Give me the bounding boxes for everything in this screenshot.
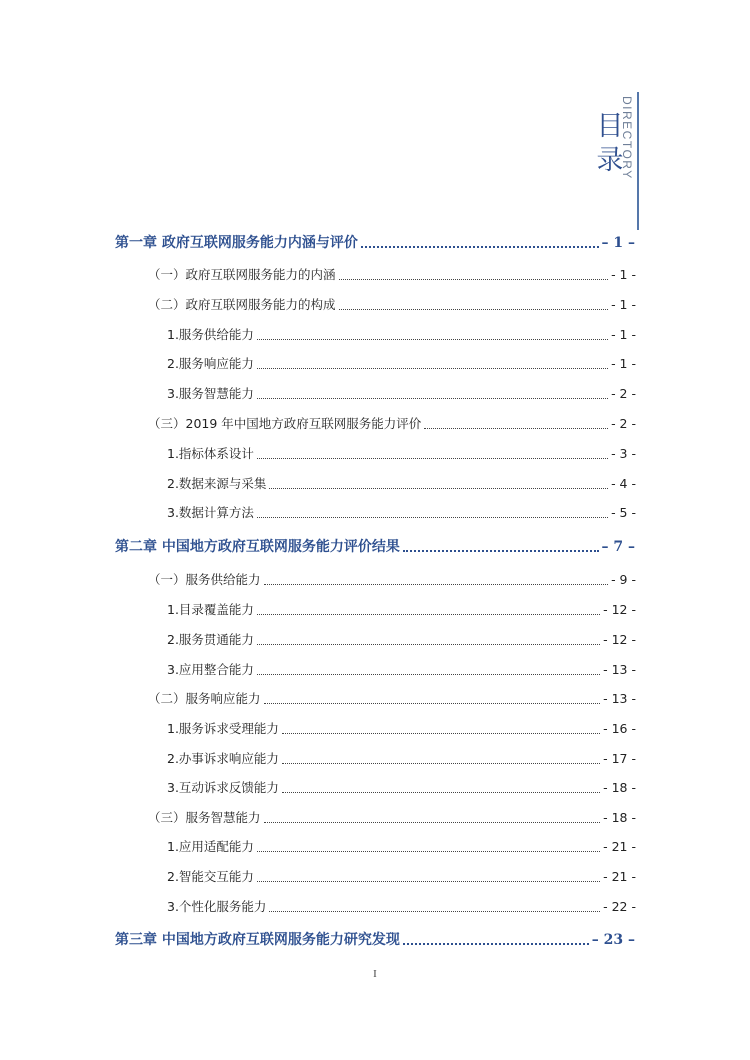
leader-dots [282, 763, 600, 764]
leader-dots [264, 822, 601, 823]
toc-entry-page: - 13 - [603, 691, 636, 706]
toc-entry-label: （三）2019 年中国地方政府互联网服务能力评价 [148, 416, 422, 431]
toc-entry-page: - 5 - [611, 505, 636, 520]
page-subtitle-en: DIRECTORY [620, 96, 634, 180]
toc-entry-label: 3.应用整合能力 [167, 662, 254, 677]
leader-dots [269, 911, 600, 912]
toc-entry-page: - 4 - [611, 476, 636, 491]
leader-dots [339, 309, 609, 310]
title-char-2: 录 [596, 145, 624, 176]
toc-entry-page: - 9 - [611, 572, 636, 587]
toc-section[interactable] [148, 808, 636, 828]
toc-entry-label: （二）政府互联网服务能力的构成 [148, 297, 336, 312]
toc-entry-label: 3.数据计算方法 [167, 505, 254, 520]
leader-dots [361, 246, 599, 248]
toc-entry-label: 2.服务贯通能力 [167, 632, 254, 647]
toc-entry-label: 第三章 中国地方政府互联网服务能力研究发现 [115, 932, 400, 948]
toc-subsection[interactable] [167, 474, 636, 494]
toc-section[interactable] [148, 414, 636, 434]
toc-entry-page: - 18 - [603, 780, 636, 795]
toc-subsection[interactable] [167, 384, 636, 404]
toc-entry-page: – 1 – [601, 235, 635, 251]
toc-subsection[interactable] [167, 600, 636, 620]
toc-entry-page: - 1 - [611, 297, 636, 312]
leader-dots [282, 792, 600, 793]
toc-chapter-2[interactable] [115, 537, 635, 557]
toc-subsection[interactable] [167, 897, 636, 917]
toc-subsection[interactable] [167, 354, 636, 374]
toc-entry-label: 2.办事诉求响应能力 [167, 751, 279, 766]
toc-entry-page: - 1 - [611, 356, 636, 371]
toc-entry-page: - 3 - [611, 446, 636, 461]
toc-entry-label: 3.个性化服务能力 [167, 899, 267, 914]
toc-entry-page: - 12 - [603, 632, 636, 647]
leader-dots [269, 488, 608, 489]
toc-entry-page: - 21 - [603, 839, 636, 854]
toc-subsection[interactable] [167, 837, 636, 857]
toc-subsection[interactable] [167, 719, 636, 739]
leader-dots [282, 733, 600, 734]
toc-entry-page: – 23 – [591, 932, 635, 948]
leader-dots [403, 943, 589, 945]
leader-dots [403, 550, 599, 552]
toc-entry-page: - 18 - [603, 810, 636, 825]
page-number: I [373, 968, 377, 980]
leader-dots [257, 368, 608, 369]
leader-dots [424, 428, 608, 429]
leader-dots [257, 644, 600, 645]
leader-dots [339, 279, 609, 280]
toc-entry-label: 1.服务诉求受理能力 [167, 721, 279, 736]
leader-dots [257, 339, 608, 340]
leader-dots [264, 584, 609, 585]
toc-chapter-3[interactable] [115, 930, 635, 950]
leader-dots [257, 398, 608, 399]
leader-dots [257, 674, 600, 675]
toc-subsection[interactable] [167, 660, 636, 680]
toc-entry-label: （一）政府互联网服务能力的内涵 [148, 267, 336, 282]
toc-entry-label: 2.智能交互能力 [167, 869, 254, 884]
toc-subsection[interactable] [167, 778, 636, 798]
toc-entry-label: （一）服务供给能力 [148, 572, 261, 587]
toc-chapter-1[interactable] [115, 233, 635, 253]
toc-entry-page: - 2 - [611, 386, 636, 401]
toc-entry-page: - 21 - [603, 869, 636, 884]
toc-entry-page: - 13 - [603, 662, 636, 677]
leader-dots [257, 614, 600, 615]
toc-section[interactable] [148, 570, 636, 590]
toc-subsection[interactable] [167, 444, 636, 464]
toc-entry-page: - 22 - [603, 899, 636, 914]
toc-entry-label: 第一章 政府互联网服务能力内涵与评价 [115, 235, 358, 251]
leader-dots [257, 881, 600, 882]
toc-entry-label: 3.互动诉求反馈能力 [167, 780, 279, 795]
toc-subsection[interactable] [167, 503, 636, 523]
toc-entry-label: 2.服务响应能力 [167, 356, 254, 371]
toc-section[interactable] [148, 295, 636, 315]
leader-dots [257, 517, 608, 518]
toc-subsection[interactable] [167, 630, 636, 650]
toc-entry-label: 2.数据来源与采集 [167, 476, 267, 491]
toc-entry-page: - 17 - [603, 751, 636, 766]
toc-entry-label: 第二章 中国地方政府互联网服务能力评价结果 [115, 539, 400, 555]
leader-dots [257, 851, 600, 852]
toc-entry-label: 1.目录覆盖能力 [167, 602, 254, 617]
toc-entry-page: – 7 – [601, 539, 635, 555]
toc-entry-page: - 12 - [603, 602, 636, 617]
toc-entry-page: - 1 - [611, 267, 636, 282]
toc-subsection[interactable] [167, 867, 636, 887]
toc-entry-label: （二）服务响应能力 [148, 691, 261, 706]
toc-entry-page: - 2 - [611, 416, 636, 431]
toc-section[interactable] [148, 689, 636, 709]
toc-entry-page: - 16 - [603, 721, 636, 736]
toc-entry-page: - 1 - [611, 327, 636, 342]
toc-section[interactable] [148, 265, 636, 285]
toc-subsection[interactable] [167, 749, 636, 769]
toc-subsection[interactable] [167, 325, 636, 345]
leader-dots [257, 458, 608, 459]
toc-entry-label: 1.服务供给能力 [167, 327, 254, 342]
title-char-1: 目 [596, 111, 624, 142]
toc-entry-label: （三）服务智慧能力 [148, 810, 261, 825]
leader-dots [264, 703, 601, 704]
toc-entry-label: 3.服务智慧能力 [167, 386, 254, 401]
toc-entry-label: 1.指标体系设计 [167, 446, 254, 461]
toc-entry-label: 1.应用适配能力 [167, 839, 254, 854]
